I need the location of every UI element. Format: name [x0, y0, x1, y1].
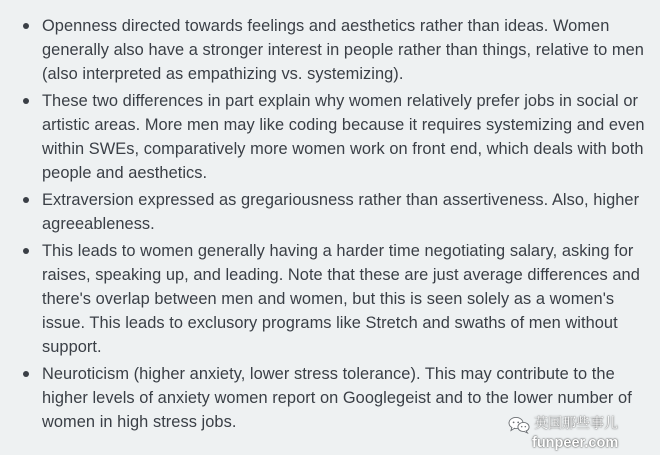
bullet-text: Extraversion expressed as gregariousness rather than assertiveness. Also, higher agreeableness.	[42, 191, 640, 233]
bullet-list	[22, 14, 647, 437]
bullet-icon	[23, 98, 29, 104]
watermark-url: funpeer.com	[532, 435, 619, 451]
bullet-item-extraversion	[22, 188, 647, 236]
bullet-item-job-preferences	[22, 89, 647, 185]
bullet-item-negotiation	[22, 239, 647, 359]
bullet-item-openness	[22, 14, 647, 86]
bullet-icon	[23, 197, 29, 203]
watermark	[502, 415, 652, 453]
chat-bubbles-icon	[508, 416, 530, 434]
watermark-chinese-text: 英国那些事儿	[534, 416, 618, 432]
bullet-text: Openness directed towards feelings and aesthetics rather than ideas. Women generally also have a stronger interest in people rather than things, relative to men (also interpreted as empathizing vs. systemizing).	[42, 17, 644, 83]
bullet-text: Neuroticism (higher anxiety, lower stress tolerance). This may contribute to the higher levels of anxiety women report on Googlegeist and to the lower number of women in high stress jobs.	[42, 365, 632, 431]
bullet-text: These two differences in part explain why women relatively prefer jobs in social or artistic areas. More men may like coding because it requires systemizing and even within SWEs, comparatively more women work on front end, which deals with both people and aesthetics.	[42, 92, 645, 182]
bullet-icon	[23, 23, 29, 29]
bullet-icon	[23, 248, 29, 254]
bullet-text: This leads to women generally having a harder time negotiating salary, asking for raises, speaking up, and leading. Note that these are just average differences and there's overlap between men and women, but this is seen solely as a women's issue. This leads to exclusory programs like Stretch and swaths of men without support.	[42, 242, 640, 356]
bullet-icon	[23, 371, 29, 377]
